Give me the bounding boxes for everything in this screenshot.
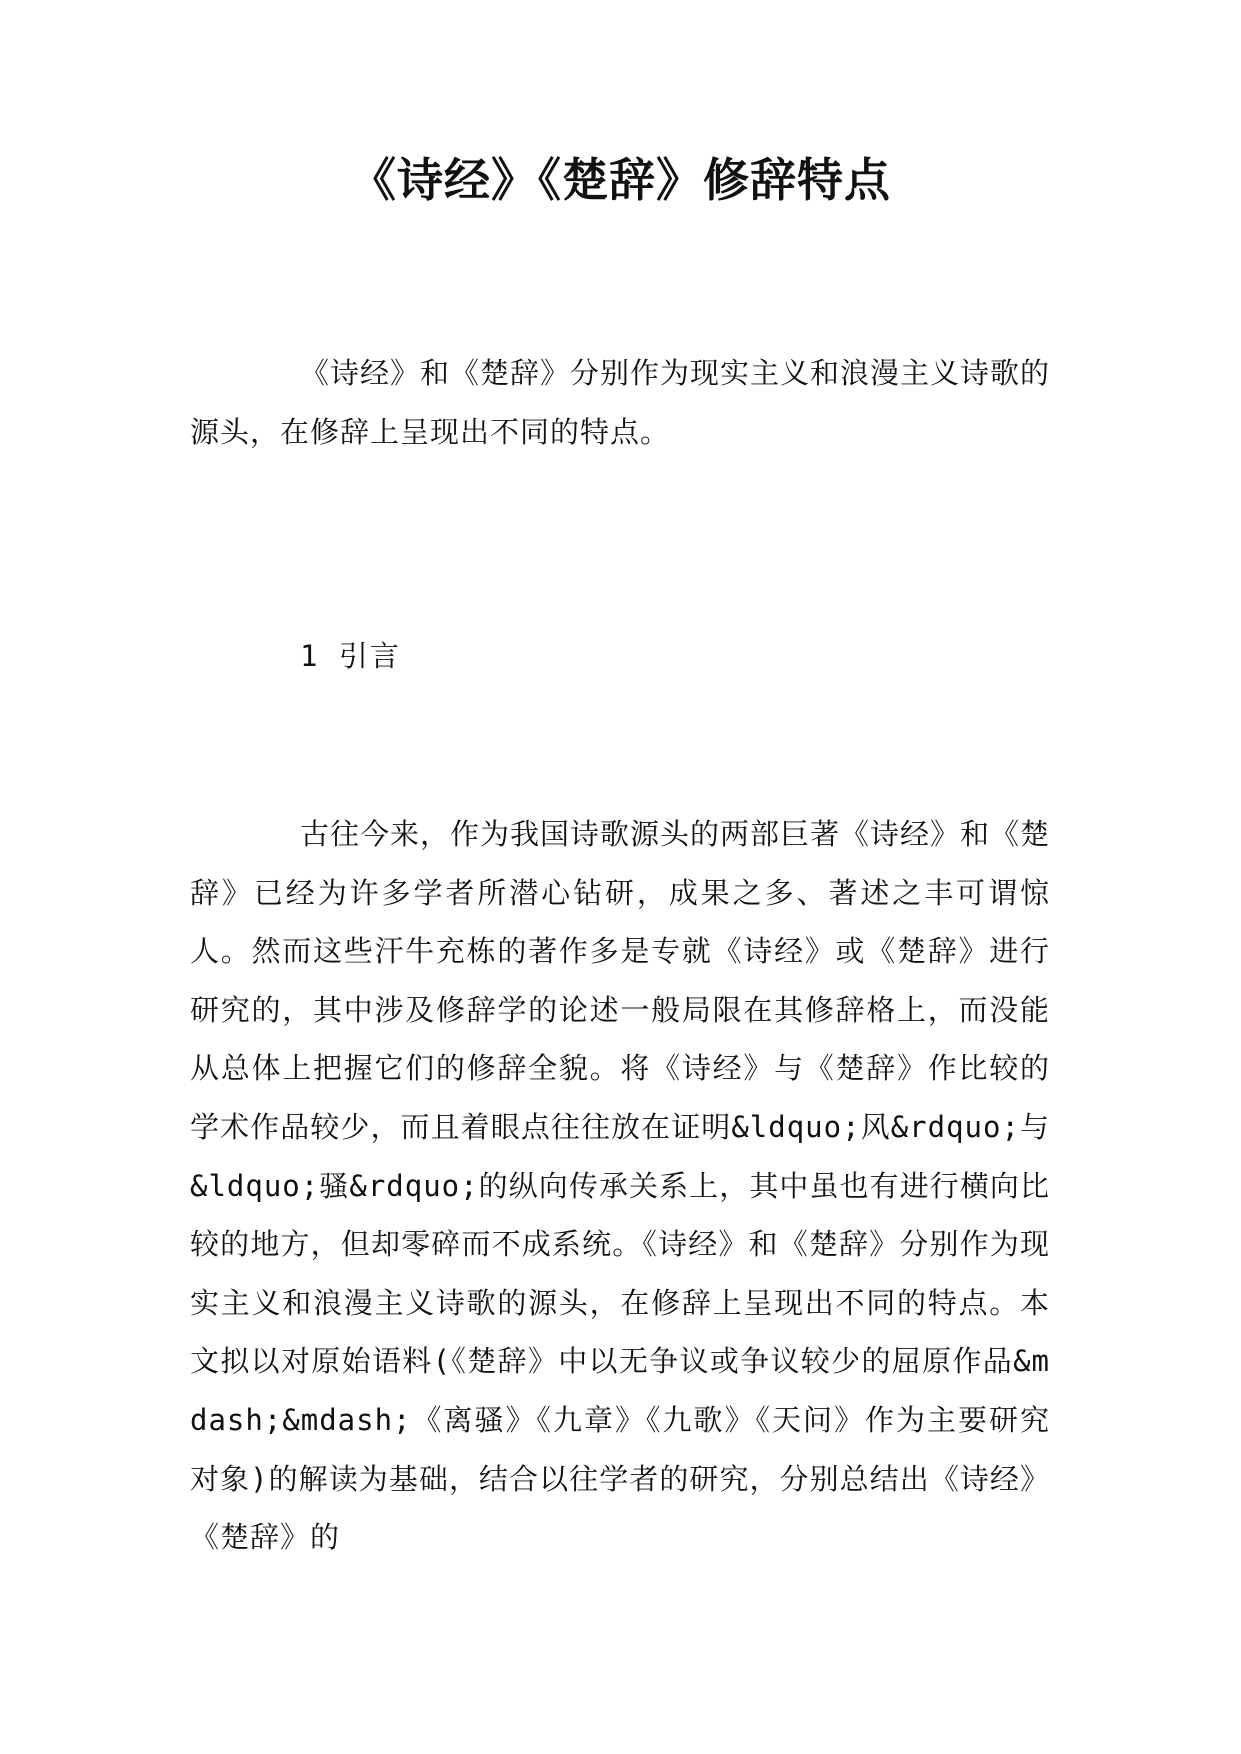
section-heading: 1 引言: [300, 639, 401, 673]
intro-paragraph: 《诗经》和《楚辞》分别作为现实主义和浪漫主义诗歌的源头，在修辞上呈现出不同的特点。: [190, 356, 1051, 449]
page-title: 《诗经》《楚辞》修辞特点: [350, 153, 891, 207]
body-paragraph: 古往今来，作为我国诗歌源头的两部巨著《诗经》和《楚辞》已经为许多学者所潜心钻研，成果之多、著述之丰可谓惊人。然而这些汗牛充栋的著作多是专就《诗经》或《楚辞》进行研究的，其中涉及修辞学的论述一般局限在其修辞格上，而没能从总体上把握它们的修辞全貌。将《诗经》与《楚辞》作比较的学术作品较少，而且着眼点往往放在证明&ldquo;风&rdquo;与&ldquo;骚&rdquo;的纵向传承关系上，其中虽也有进行横向比较的地方，但却零碎而不成系统。《诗经》和《楚辞》分别作为现实主义和浪漫主义诗歌的源头，在修辞上呈现出不同的特点。本文拟以对原始语料(《楚辞》中以无争议或争议较少的屈原作品&mdash;&mdash;《离骚》《九章》《九歌》《天问》作为主要研究对象)的解读为基础，结合以往学者的研究，分别总结出《诗经》《楚辞》的: [190, 817, 1051, 1555]
